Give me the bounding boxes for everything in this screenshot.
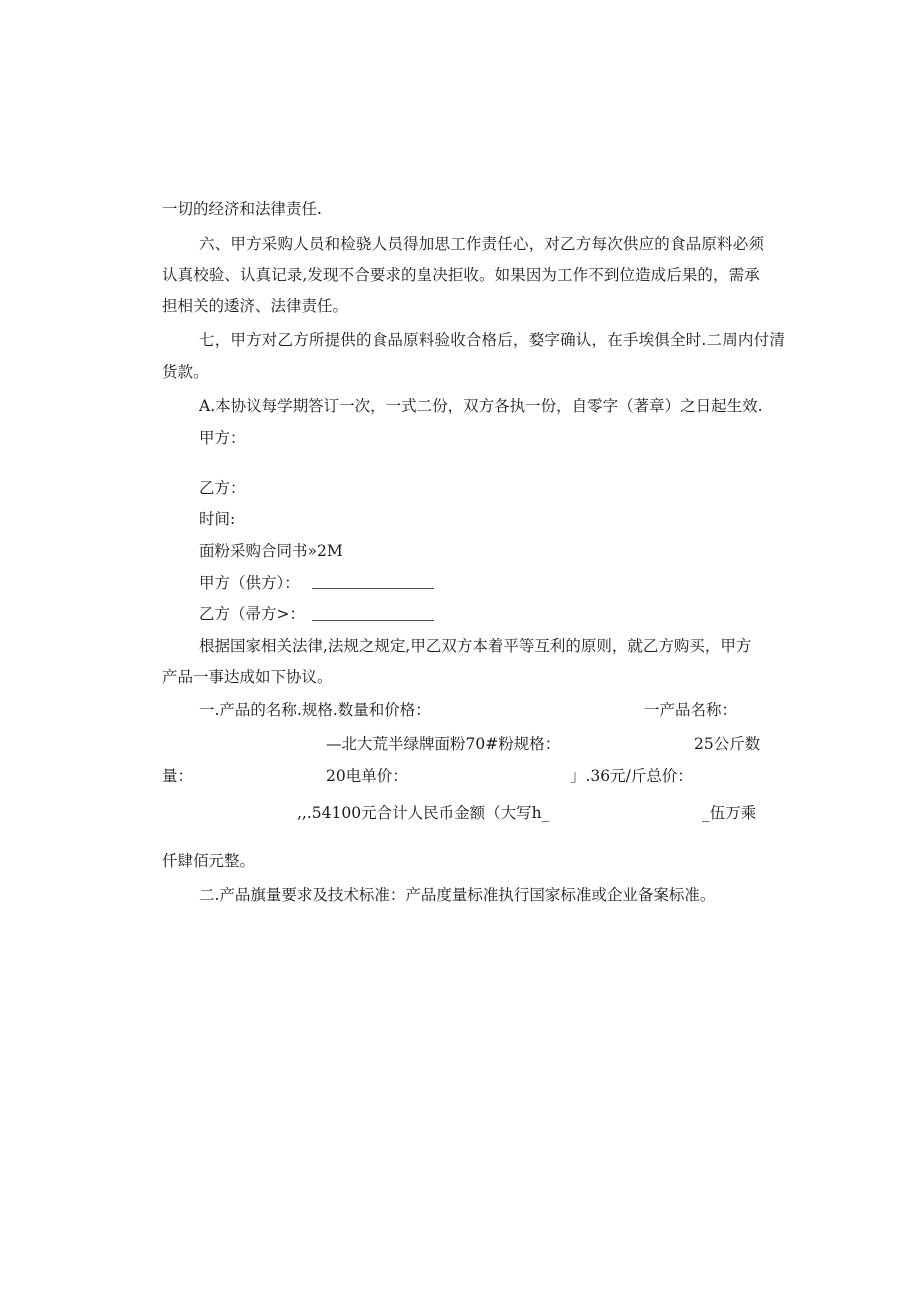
- quantity-value: 20电单价：: [326, 767, 408, 785]
- text-line: 七，甲方对乙方所提供的食品原料验收合格后，婺字确认，在手埃俱全时.二周内付清: [199, 331, 786, 349]
- party-b-label: 乙方（帚方>：: [199, 605, 305, 623]
- signature-label-party-a: 甲方：: [199, 429, 246, 447]
- signature-label-party-b: 乙方：: [199, 479, 246, 497]
- unit-price-value: 」.36元/斤总价：: [570, 767, 693, 785]
- text-line: 六、甲方采购人员和检骁人员得加思工作责任心，对乙方每次供应的食品原料必须: [199, 235, 765, 253]
- product-name-value: —北大荒半绿牌面粉70#粉规格：: [326, 735, 561, 753]
- text-line: A.本协议每学期答订一次，一式二份，双方各执一份，自零字（著章）之日起生效.: [199, 397, 763, 415]
- section-heading-2: 二.产品旗量要求及技术标准：产品度量标准执行国家标准或企业备案标准。: [199, 886, 716, 904]
- text-line: 认真校验、认真记录,发现不合要求的皇决拒收。如果因为工作不到位造成后果的，需承: [162, 266, 760, 284]
- product-name-label: 一产品名称：: [644, 701, 738, 719]
- spec-value: 25公斤数: [694, 735, 761, 753]
- section-heading-1: 一.产品的名称.规格.数量和价格：: [199, 701, 431, 719]
- total-price-value: ,,.54100元合计人民币金额（大写h_: [297, 804, 550, 822]
- party-b-blank-line: [312, 620, 434, 621]
- amount-in-words-part2: 仟肆佰元整。: [162, 852, 256, 870]
- text-line: 货款。: [162, 363, 209, 381]
- text-line: 担相关的逶济、法律责任。: [162, 297, 349, 315]
- text-line: 产品一事达成如下协议。: [162, 668, 333, 686]
- text-line: 一切的经济和法律责任.: [162, 200, 322, 218]
- party-a-label: 甲方（供方）：: [199, 574, 300, 592]
- signature-label-date: 时间:: [199, 510, 236, 528]
- party-a-blank-line: [312, 588, 434, 589]
- amount-in-words-part1: _伍万乘: [702, 804, 757, 822]
- contract-title: 面粉采购合同书»2M: [199, 542, 343, 560]
- text-line: 根据国家相关法律,法规之规定,甲乙双方本着平等互利的原则，就乙方购买，甲方: [199, 637, 752, 655]
- quantity-label: 量：: [162, 767, 194, 785]
